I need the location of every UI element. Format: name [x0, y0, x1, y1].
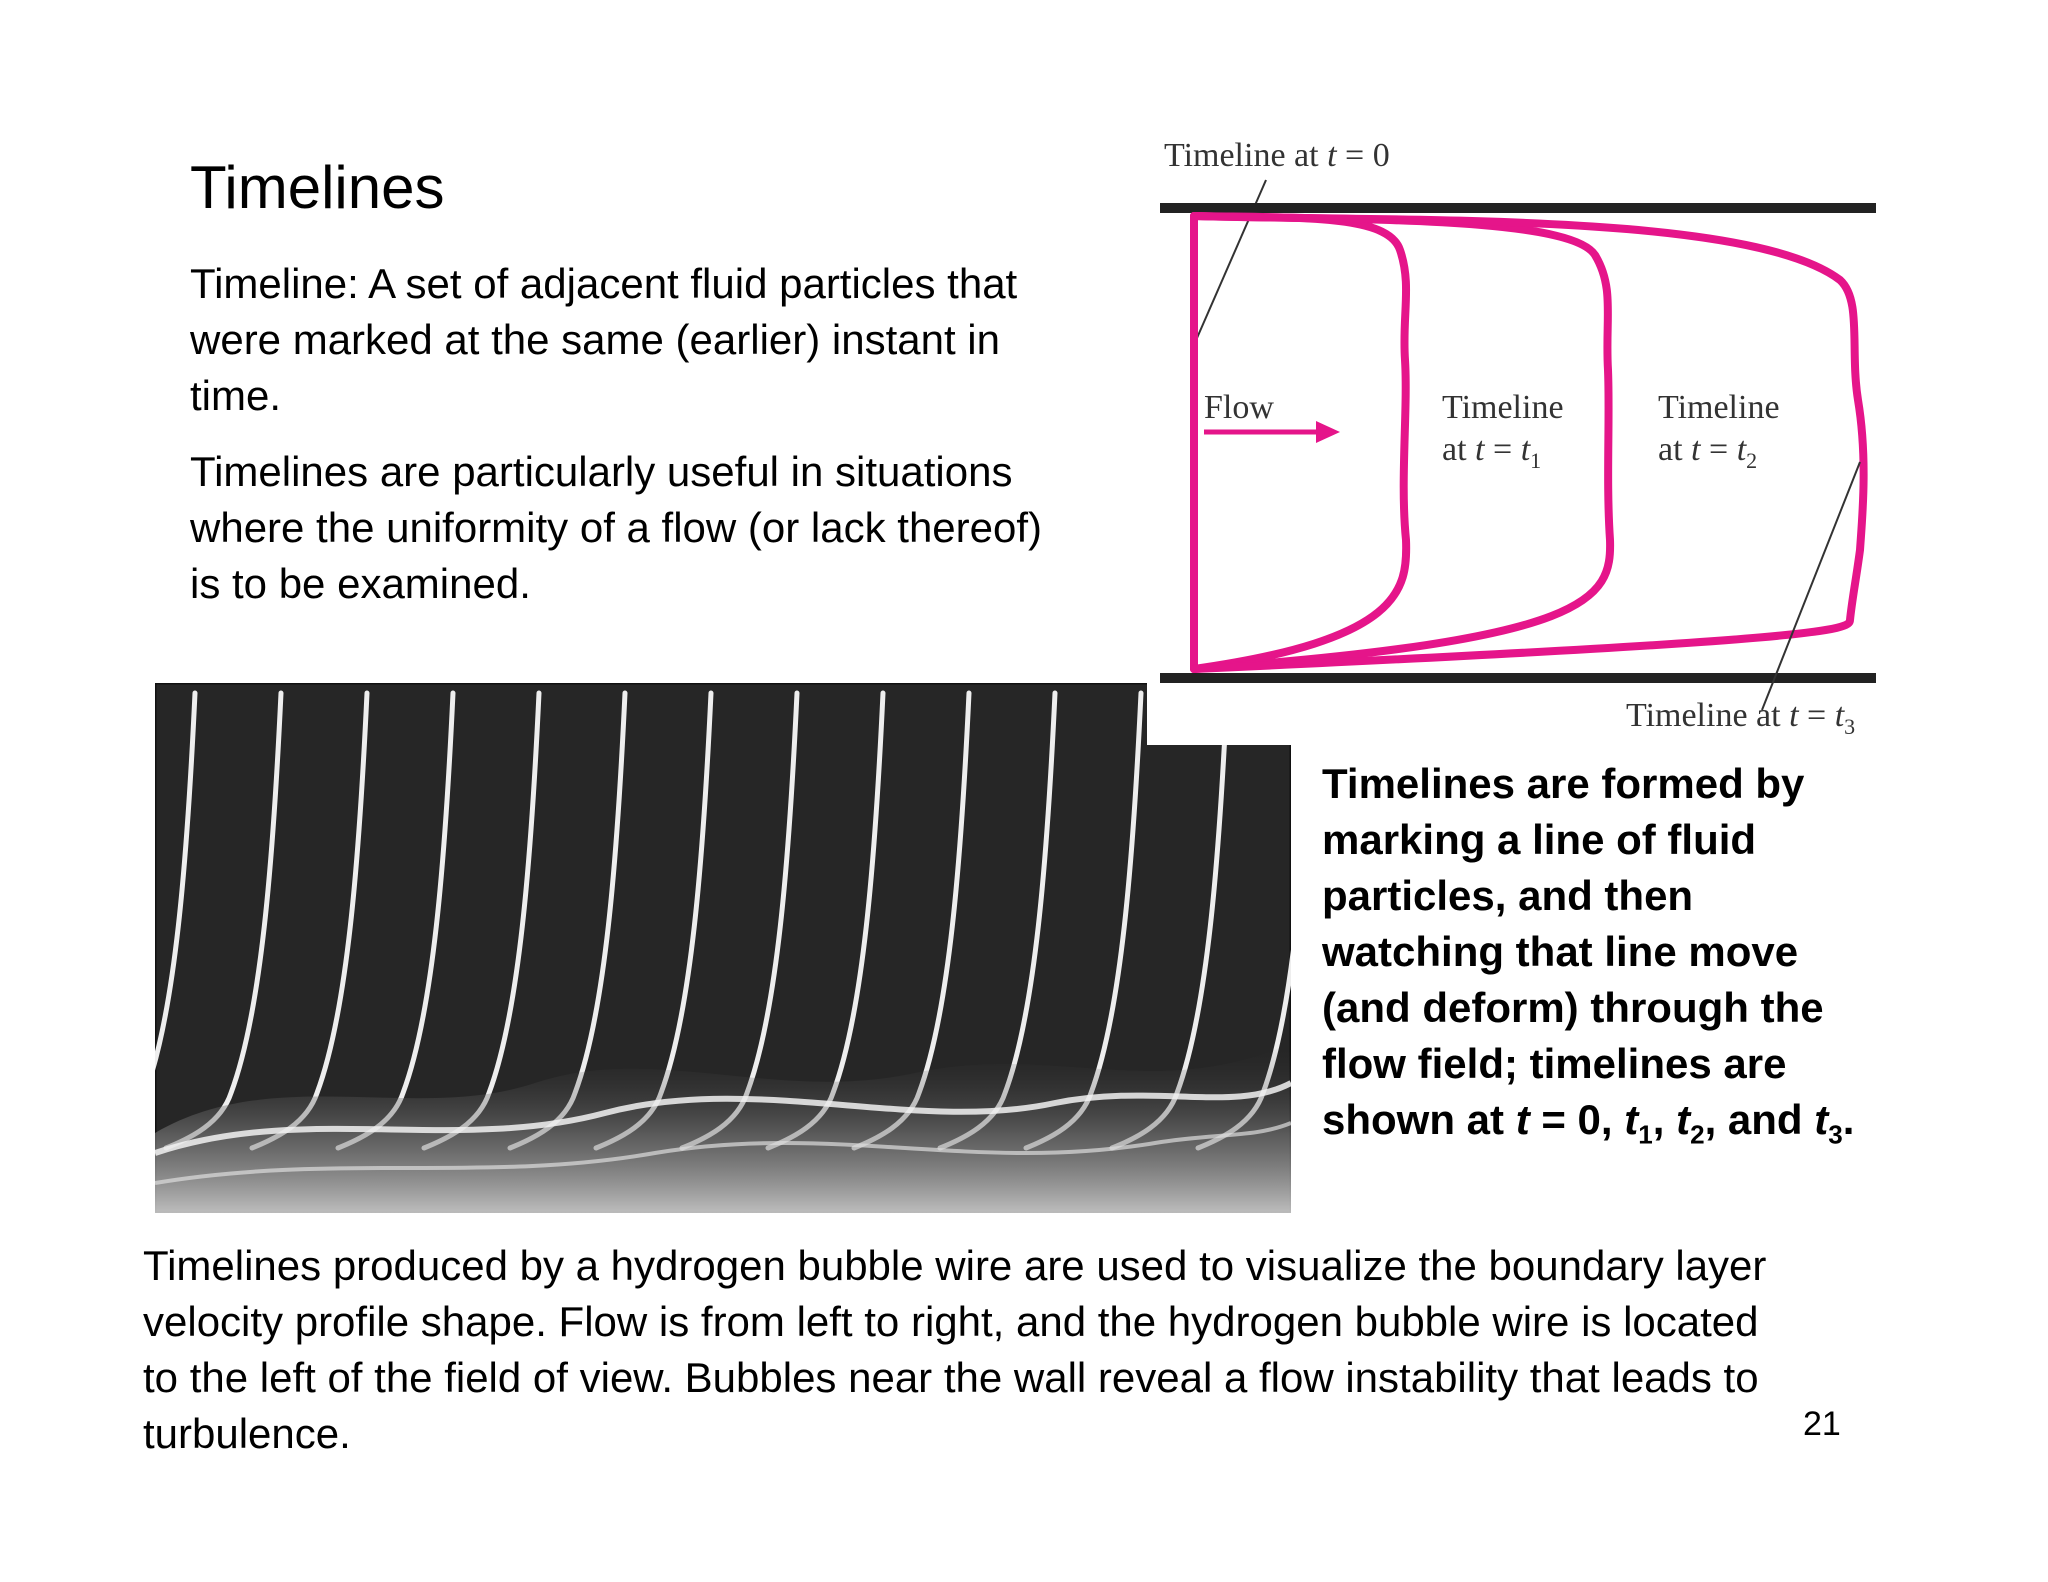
label-timeline-t2-word: Timeline: [1658, 389, 1780, 426]
page-number: 21: [1803, 1405, 1841, 1443]
leader-line-t3: [1762, 462, 1860, 710]
flow-label: Flow: [1204, 389, 1274, 426]
timeline-usefulness: Timelines are particularly useful in situations where the uniformity of a flow (or lack thereof) is to be examined.: [190, 448, 1043, 607]
photo-corner-mask: [1147, 683, 1291, 745]
label-timeline-t1-word: Timeline: [1442, 389, 1564, 426]
timeline-definition: Timeline: A set of adjacent fluid particles that were marked at the same (earlier) instant in time.: [190, 260, 1018, 419]
label-timeline-t1: at $t = t_1$: [1442, 431, 1542, 473]
timeline-t1: [1194, 216, 1406, 669]
bottom-wall: [1160, 673, 1876, 683]
side-explanation: Timelines are formed by marking a line of fluid particles, and then watching that line move (and deform) through the flow field; timelines are shown at t = 0, $t_1$, $t_2$, and $t_3$.: [1322, 760, 1855, 1150]
slide-title: Timelines: [190, 154, 445, 221]
label-timeline-t0: Timeline at t = 0: [1164, 137, 1390, 174]
label-timeline-t3: Timeline at $t = t_3$: [1626, 697, 1856, 739]
timeline-diagram: [1150, 120, 1890, 750]
flow-arrow-icon: [1316, 421, 1340, 443]
photo-caption: Timelines produced by a hydrogen bubble wire are used to visualize the boundary layer velocity profile shape. Flow is from left to right, and the hydrogen bubble wire is located to the left of the field of view. Bubbles near the wall reveal a flow instability that leads to turbulence.: [143, 1242, 1767, 1457]
label-timeline-t2: at $t = t_2$: [1658, 431, 1758, 473]
hydrogen-bubble-photo: [155, 683, 1291, 1213]
top-wall: [1160, 203, 1876, 213]
